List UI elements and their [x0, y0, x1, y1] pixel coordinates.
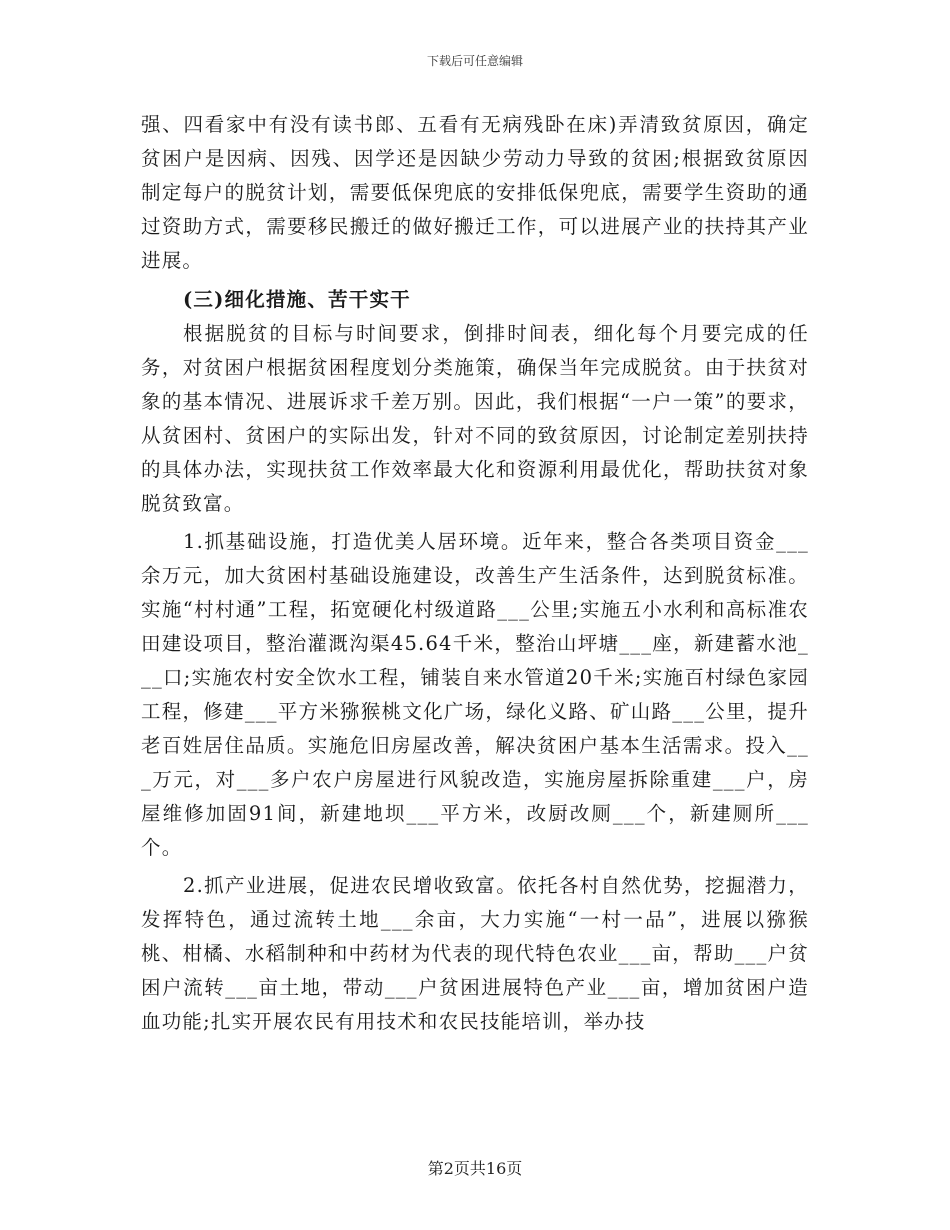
page-header: 下载后可任意编辑	[426, 54, 523, 68]
page-number: 第2页共16页	[427, 1159, 523, 1178]
section-heading-3: (三)细化措施、苦干实干	[183, 288, 411, 311]
paragraph-industry: 2.抓产业进展，促进农民增收致富。依托各村自然优势，挖掘潜力，发挥特色，通过流转土地___余亩，大力实施“一村一品”，进展以猕猴桃、柑橘、水稻制种和中药材为代表的现代特色农业___亩，帮助___户贫困户流转___亩土地，带动___户贫困进展特色产业___亩，增加贫困户造血功能;扎实开展农民有用技术和农民技能培训，举办技	[141, 874, 809, 1033]
paragraph-infrastructure: 1.抓基础设施，打造优美人居环境。近年来，整合各类项目资金___余万元，加大贫困村基础设施建设，改善生产生活条件，达到脱贫标准。实施“村村通”工程，拓宽硬化村级道路___公里;实施五小水利和高标准农田建设项目，整治灌溉沟渠45.64千米，整治山坪塘___座，新建蓄水池___口;实施农村安全饮水工程，铺装自来水管道20千米;实施百村绿色家园工程，修建___平方米猕猴桃文化广场，绿化义路、矿山路___公里，提升老百姓居住品质。实施危旧房屋改善，解决贫困户基本生活需求。投入___万元，对___多户农户房屋进行风貌改造，实施房屋拆除重建___户，房屋维修加固91间，新建地坝___平方米，改厨改厕___个，新建厕所___个。	[141, 530, 809, 859]
paragraph-poverty-causes: 强、四看家中有没有读书郎、五看有无病残卧在床)弄清致贫原因，确定贫困户是因病、因残、因学还是因缺少劳动力导致的贫困;根据致贫原因制定每户的脱贫计划，需要低保兜底的安排低保兜底，需要学生资助的通过资助方式，需要移民搬迁的做好搬迁工作，可以进展产业的扶持其产业进展。	[141, 113, 809, 272]
paragraph-measures: 根据脱贫的目标与时间要求，倒排时间表，细化每个月要完成的任务，对贫困户根据贫困程度划分类施策，确保当年完成脱贫。由于扶贫对象的基本情况、进展诉求千差万别。因此，我们根据“一户一策”的要求，从贫困村、贫困户的实际出发，针对不同的致贫原因，讨论制定差别扶持的具体办法，实现扶贫工作效率最大化和资源利用最优化，帮助扶贫对象脱贫致富。	[141, 322, 809, 515]
document-body	[141, 108, 809, 1039]
